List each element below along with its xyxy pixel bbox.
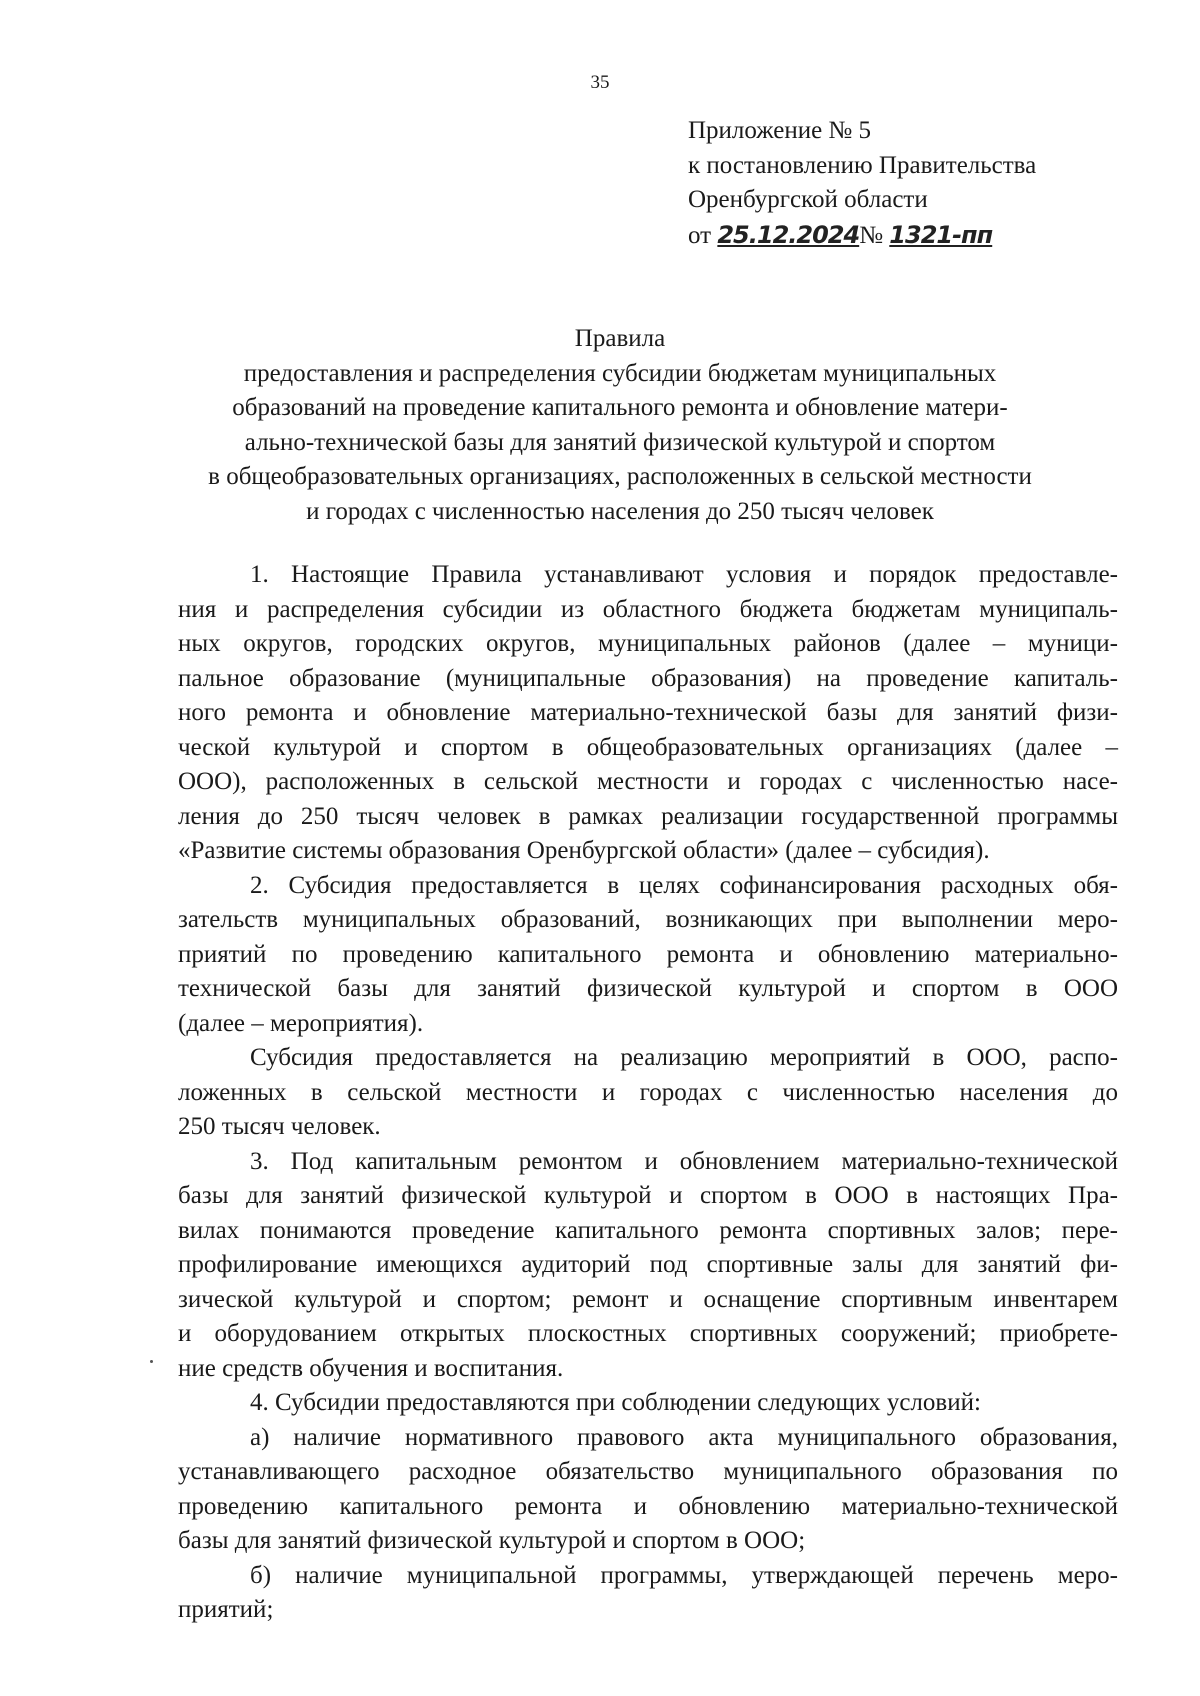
- page-number: 35: [590, 72, 610, 93]
- title-line: образований на проведение капитального ремонта и обновление матери-: [232, 394, 1008, 421]
- body-line: технической базы для занятий физической культурой и спортом в ООО: [178, 975, 1118, 1002]
- body-line: базы для занятий физической культурой и спортом в ООО в настоящих Пра-: [178, 1182, 1118, 1209]
- body-line: а) наличие нормативного правового акта муниципального образования,: [250, 1423, 1118, 1451]
- body-line: ние средств обучения и воспитания.: [178, 1354, 564, 1382]
- title-heading: Правила: [574, 325, 666, 352]
- title-line: и городах с численностью населения до 250 тысяч человек: [306, 497, 934, 525]
- body-line: 3. Под капитальным ремонтом и обновлением материально-технической: [250, 1147, 1118, 1175]
- body-line: базы для занятий физической культурой и спортом в ООО;: [178, 1527, 806, 1554]
- document-body: [178, 558, 1118, 1628]
- title-line: предоставления и распределения субсидии бюджетам муниципальных: [243, 359, 997, 387]
- body-line: и оборудованием открытых плоскостных спортивных сооружений; приобрете-: [178, 1320, 1118, 1347]
- body-line: б) наличие муниципальной программы, утверждающей перечень меро-: [250, 1561, 1118, 1589]
- body-line: ООО), расположенных в сельской местности и городах с численностью насе-: [178, 768, 1118, 795]
- body-line: ния и распределения субсидии из областного бюджета бюджетам муниципаль-: [178, 595, 1118, 623]
- title-line: ально-технической базы для занятий физической культурой и спортом: [244, 428, 996, 456]
- body-line: 1. Настоящие Правила устанавливают условия и порядок предоставле-: [250, 561, 1118, 588]
- body-line: (далее – мероприятия).: [178, 1009, 424, 1037]
- handwritten-number: 1321-пп: [889, 220, 993, 249]
- body-line: ного ремонта и обновление материально-технической базы для занятий физи-: [178, 699, 1118, 726]
- body-line: профилирование имеющихся аудиторий под спортивные залы для занятий фи-: [178, 1251, 1118, 1278]
- appendix-block: [688, 114, 1158, 253]
- body-line: Субсидия предоставляется на реализацию мероприятий в ООО, распо-: [250, 1044, 1118, 1071]
- number-sign: №: [859, 221, 884, 249]
- body-line: 2. Субсидия предоставляется в целях софинансирования расходных обя-: [250, 871, 1118, 899]
- body-line: пальное образование (муниципальные образования) на проведение капиталь-: [178, 664, 1118, 692]
- title-line: в общеобразовательных организациях, расположенных в сельской местности: [208, 463, 1032, 490]
- document-title: [150, 322, 1090, 529]
- body-line: устанавливающего расходное обязательство муниципального образования по: [178, 1458, 1118, 1485]
- handwritten-date: 25.12.2024: [717, 220, 860, 249]
- body-line: «Развитие системы образования Оренбургской области» (далее – субсидия).: [178, 837, 990, 864]
- appendix-reference: к постановлению Правительства: [688, 151, 1037, 179]
- appendix-date-line: [688, 218, 1158, 254]
- body-line: 250 тысяч человек.: [178, 1113, 381, 1140]
- body-line: приятий;: [178, 1596, 274, 1623]
- body-line: ления до 250 тысяч человек в рамках реализации государственной программы: [178, 802, 1118, 830]
- body-line: ложенных в сельской местности и городах с численностью населения до: [178, 1078, 1118, 1106]
- body-line: проведению капитального ремонта и обновлению материально-технической: [178, 1492, 1118, 1520]
- date-prefix: от: [688, 221, 712, 249]
- body-line: зательств муниципальных образований, возникающих при выполнении меро-: [178, 906, 1118, 933]
- scan-speck: [150, 1360, 153, 1363]
- body-line: приятий по проведению капитального ремонта и обновлению материально-: [178, 940, 1118, 968]
- appendix-region: Оренбургской области: [688, 186, 928, 213]
- appendix-title: Приложение № 5: [688, 117, 872, 144]
- body-line: ных округов, городских округов, муниципальных районов (далее – муници-: [178, 630, 1118, 657]
- body-line: 4. Субсидии предоставляются при соблюдении следующих условий:: [250, 1389, 981, 1416]
- body-line: зической культурой и спортом; ремонт и оснащение спортивным инвентарем: [178, 1285, 1118, 1313]
- body-line: ческой культурой и спортом в общеобразовательных организациях (далее –: [178, 733, 1118, 761]
- body-line: вилах понимаются проведение капитального ремонта спортивных залов; пере-: [178, 1216, 1118, 1244]
